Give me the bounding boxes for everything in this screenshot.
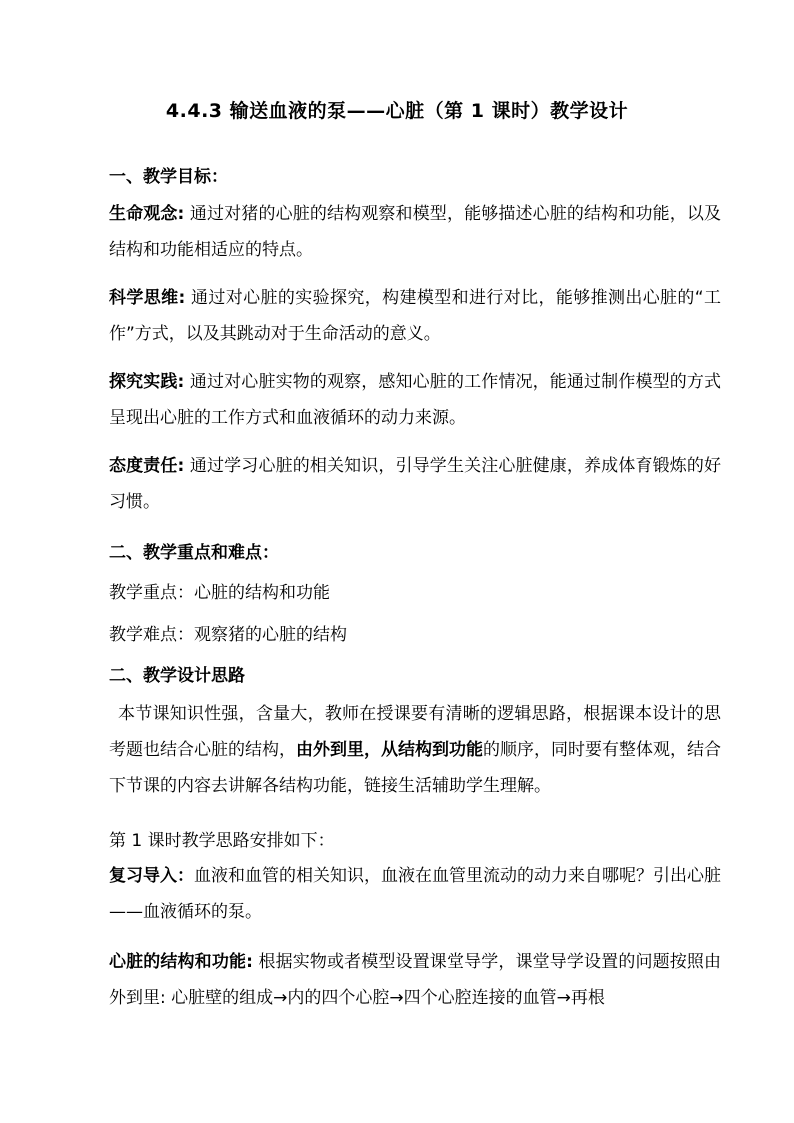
goal-paragraph-attitude: [109, 448, 721, 520]
section-heading-design: 二、教学设计思路: [109, 666, 245, 686]
section-heading-goals: 一、教学目标：: [109, 167, 228, 187]
structure-text: 根据实物或者模型设置课堂导学，课堂导学设置的问题按照由外到里: 心脏壁的组成→内的四个心腔→四个心腔连接的血管→再根: [109, 952, 721, 1008]
goal-lead-science: 科学思维:: [109, 288, 186, 308]
key-point-line: 教学重点：心脏的结构和功能: [109, 583, 330, 603]
goal-lead-practice: 探究实践:: [109, 372, 185, 392]
goal-text-practice: 通过对心脏实物的观察，感知心脏的工作情况，能通过制作模型的方式呈现出心脏的工作方式和血液循环的动力来源。: [109, 372, 721, 428]
structure-paragraph: [109, 944, 721, 1016]
lesson-plan-intro: 第 1 课时教学思路安排如下：: [109, 831, 335, 851]
goal-lead-life: 生命观念:: [109, 204, 185, 224]
difficult-point-line: 教学难点：观察猪的心脏的结构: [109, 625, 347, 645]
goal-text-science: 通过对心脏的实验探究，构建模型和进行对比，能够推测出心脏的“工作”方式，以及其跳动对于生命活动的意义。: [109, 288, 721, 344]
design-paragraph: [109, 696, 721, 804]
review-lead: 复习导入：: [109, 866, 194, 886]
design-text-b: 的顺序，同时要有整体观，结合下节课的内容去讲解各结构功能，链接生活辅助学生理解。: [109, 740, 721, 796]
goal-paragraph-life: [109, 196, 721, 268]
section-heading-key-points: 二、教学重点和难点：: [109, 543, 279, 563]
design-text-a: 本节课知识性强，含量大，教师在授课要有清晰的逻辑思路，根据课本设计的思考题也结合心脏的结构，: [109, 704, 721, 760]
document-title: 4.4.3 输送血液的泵——心脏（第 1 课时）教学设计: [165, 100, 629, 122]
goal-paragraph-science: [109, 280, 721, 352]
goal-text-attitude: 通过学习心脏的相关知识，引导学生关注心脏健康，养成体育锻炼的好习惯。: [109, 456, 721, 512]
structure-lead: 心脏的结构和功能:: [109, 952, 253, 972]
goal-lead-attitude: 态度责任:: [109, 456, 185, 476]
review-text: 血液和血管的相关知识，血液在血管里流动的动力来自哪呢？引出心脏——血液循环的泵。: [109, 866, 721, 922]
review-paragraph: [109, 858, 721, 930]
design-text-bold: 由外到里，从结构到功能: [296, 740, 483, 760]
goal-text-life: 通过对猪的心脏的结构观察和模型，能够描述心脏的结构和功能，以及结构和功能相适应的特点。: [109, 204, 721, 260]
goal-paragraph-practice: [109, 364, 721, 436]
